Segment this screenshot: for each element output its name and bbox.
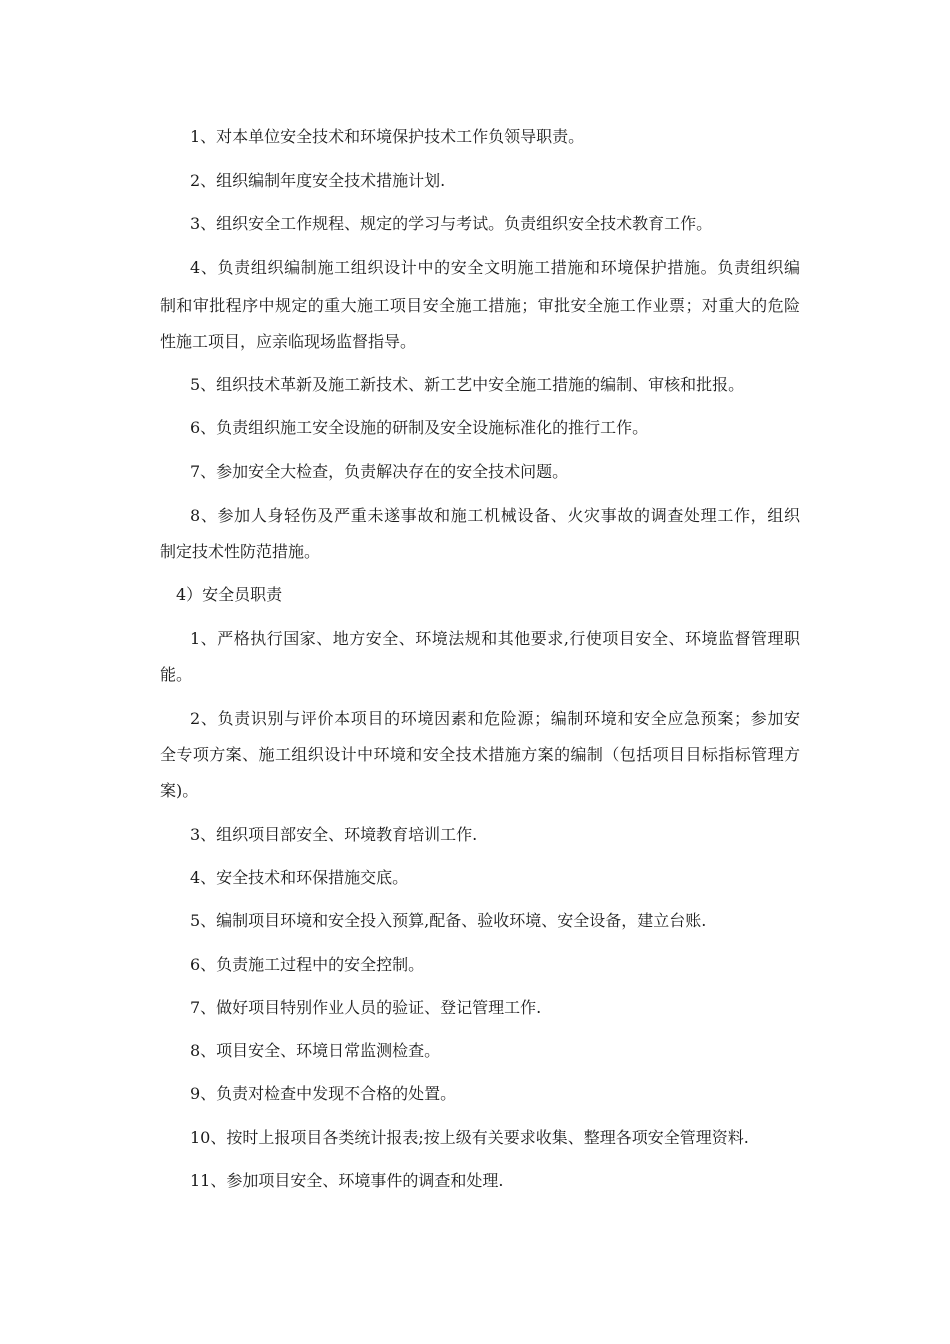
paragraph-b8: 8、项目安全、环境日常监测检查。	[190, 1041, 441, 1060]
paragraph-b2-line2: 全专项方案、施工组织设计中环境和安全技术措施方案的编制（包括项目目标指标管理方	[160, 745, 800, 764]
paragraph-a8-line1: 8、参加人身轻伤及严重未遂事故和施工机械设备、火灾事故的调查处理工作，组织	[190, 506, 800, 525]
paragraph-a3: 3、组织安全工作规程、规定的学习与考试。负责组织安全技术教育工作。	[190, 214, 713, 233]
paragraph-a8-line2: 制定技术性防范措施。	[160, 542, 321, 561]
paragraph-a1: 1、对本单位安全技术和环境保护技术工作负领导职责。	[190, 127, 585, 146]
section-heading: 4）安全员职责	[176, 585, 283, 604]
paragraph-b9: 9、负责对检查中发现不合格的处置。	[190, 1084, 457, 1103]
paragraph-b1-line1: 1、严格执行国家、地方安全、环境法规和其他要求,行使项目安全、环境监督管理职	[190, 629, 800, 648]
paragraph-b3: 3、组织项目部安全、环境教育培训工作.	[190, 825, 478, 844]
paragraph-b7: 7、做好项目特别作业人员的验证、登记管理工作.	[190, 998, 542, 1017]
paragraph-a5: 5、组织技术革新及施工新技术、新工艺中安全施工措施的编制、审核和批报。	[190, 375, 745, 394]
paragraph-a4-line3: 性施工项目，应亲临现场监督指导。	[160, 332, 417, 351]
paragraph-b10: 10、按时上报项目各类统计报表;按上级有关要求收集、整理各项安全管理资料.	[190, 1128, 749, 1147]
paragraph-a2: 2、组织编制年度安全技术措施计划.	[190, 171, 446, 190]
paragraph-a6: 6、负责组织施工安全设施的研制及安全设施标准化的推行工作。	[190, 418, 649, 437]
paragraph-b6: 6、负责施工过程中的安全控制。	[190, 955, 425, 974]
paragraph-b11: 11、参加项目安全、环境事件的调查和处理.	[190, 1171, 504, 1190]
paragraph-b2-line3: 案)。	[160, 781, 199, 800]
paragraph-a7: 7、参加安全大检查，负责解决存在的安全技术问题。	[190, 462, 569, 481]
paragraph-b4: 4、安全技术和环保措施交底。	[190, 868, 409, 887]
paragraph-b2-line1: 2、负责识别与评价本项目的环境因素和危险源；编制环境和安全应急预案；参加安	[190, 709, 800, 728]
paragraph-b1-line2: 能。	[160, 665, 193, 684]
paragraph-b5: 5、编制项目环境和安全投入预算,配备、验收环境、安全设备，建立台账.	[190, 911, 707, 930]
paragraph-a4-line1: 4、负责组织编制施工组织设计中的安全文明施工措施和环境保护措施。负责组织编	[190, 258, 800, 277]
paragraph-a4-line2: 制和审批程序中规定的重大施工项目安全施工措施；审批安全施工作业票；对重大的危险	[160, 296, 800, 315]
